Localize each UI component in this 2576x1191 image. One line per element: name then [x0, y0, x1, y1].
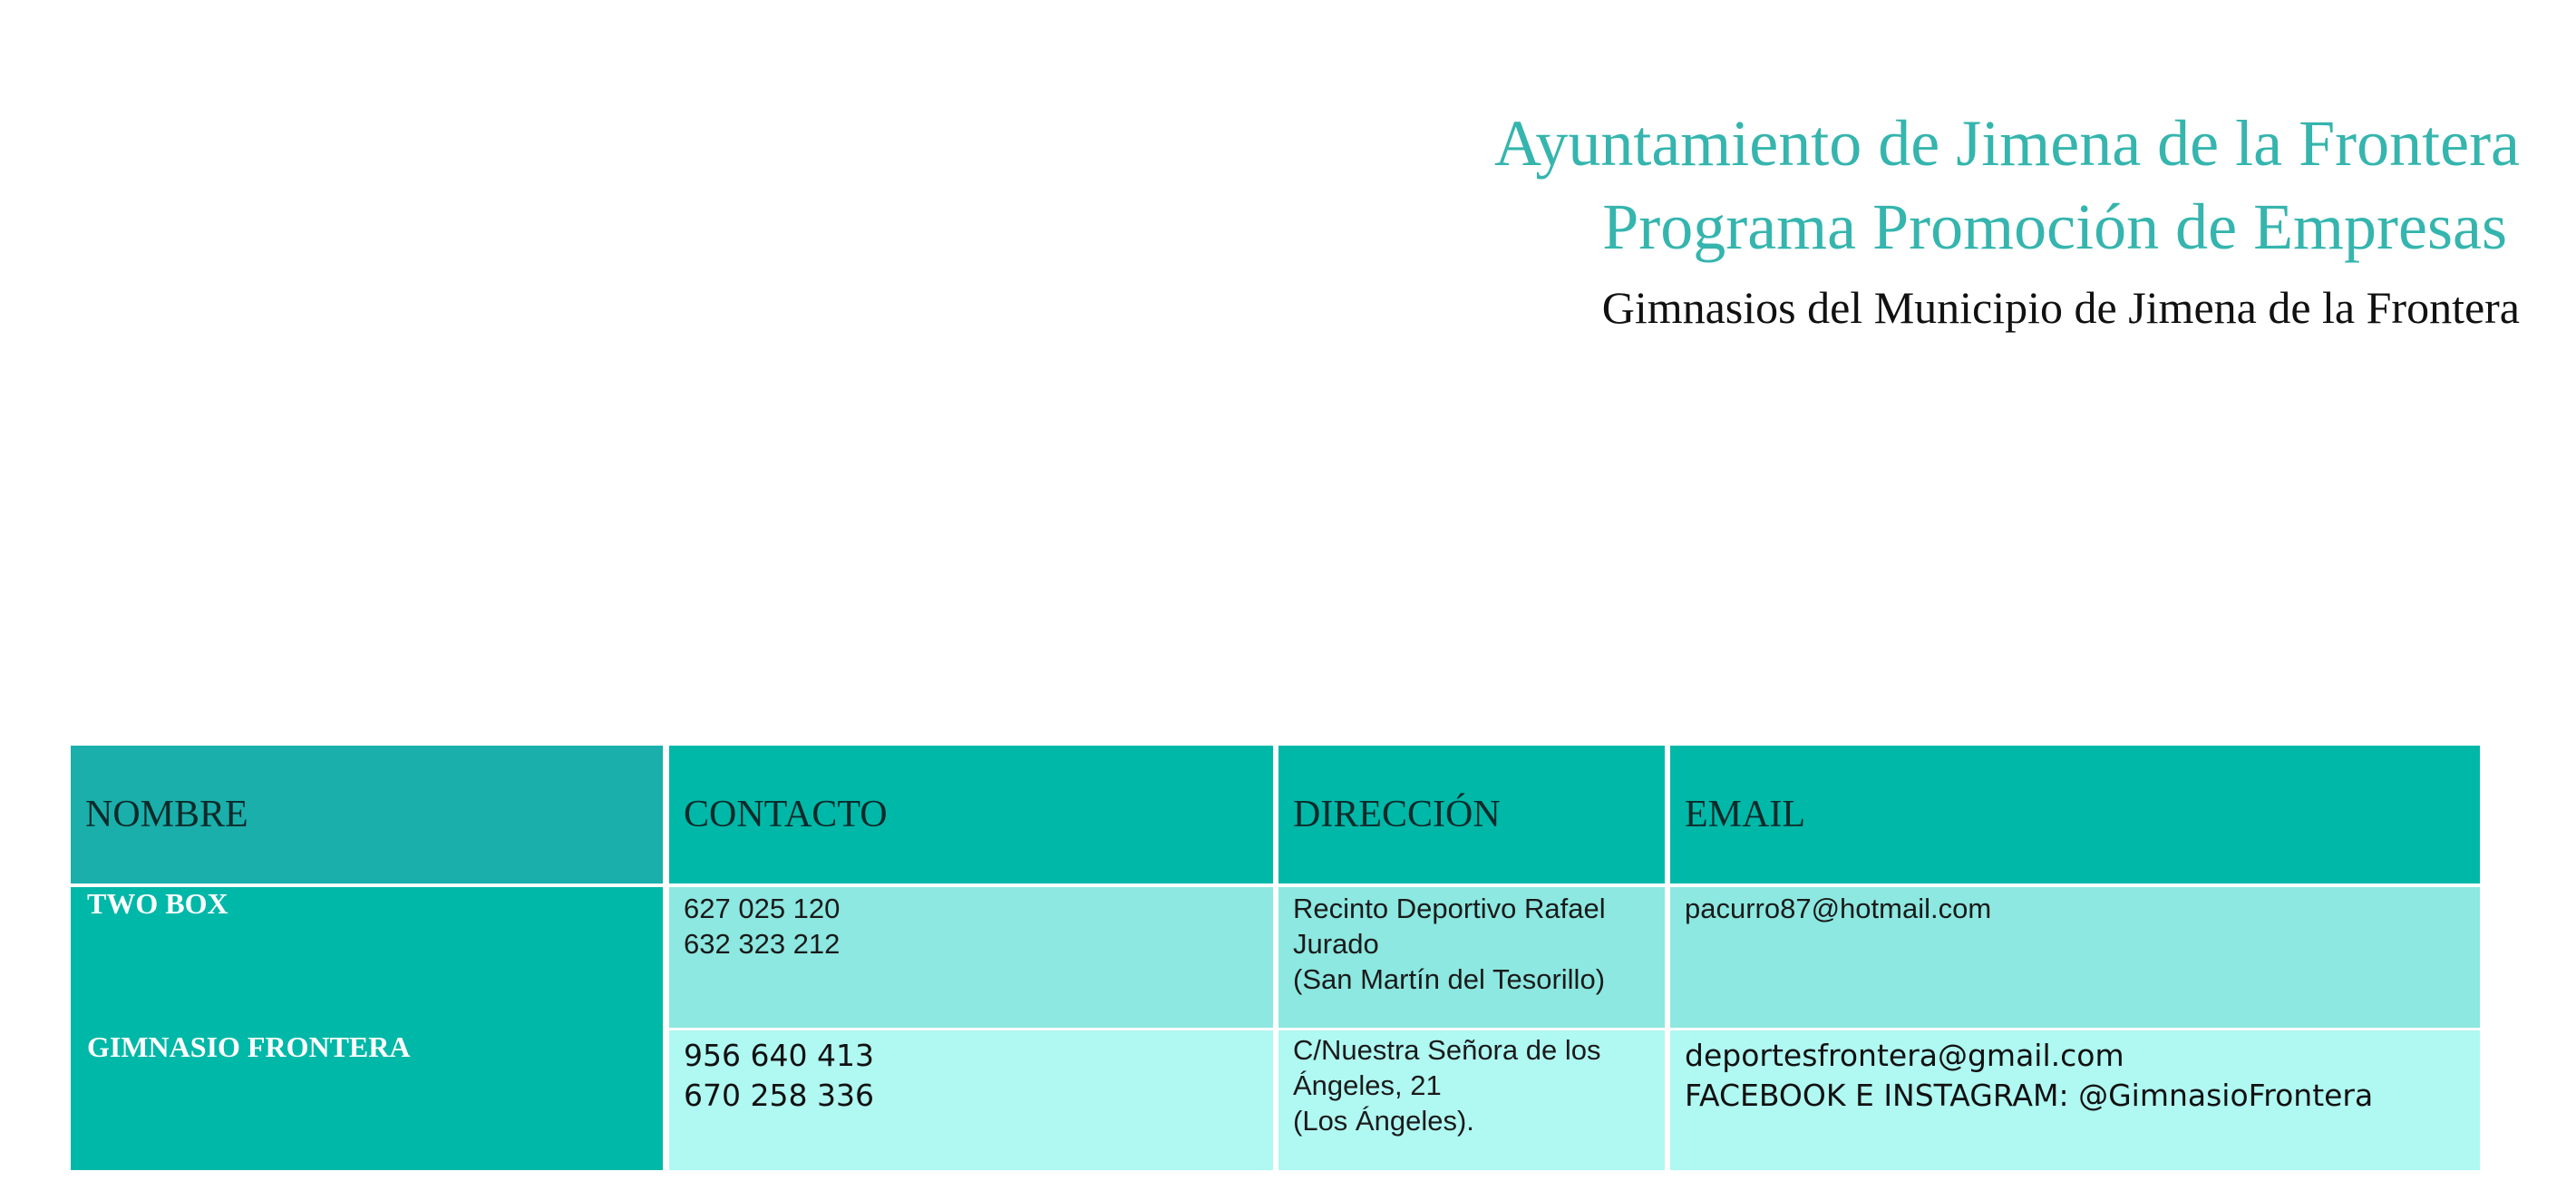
municipality-title: Ayuntamiento de Jimena de la Frontera: [1493, 107, 2520, 180]
column-header-direccion: DIRECCIÓN: [1278, 746, 1665, 883]
program-title: Programa Promoción de Empresas: [1602, 190, 2507, 263]
table-row-1-email: pacurro87@hotmail.com: [1670, 887, 2480, 1028]
document-subtitle: Gimnasios del Municipio de Jimena de la Frontera: [1601, 282, 2520, 333]
document-header: [1494, 102, 2520, 339]
gym-name-gimnasio-frontera: GIMNASIO FRONTERA: [87, 1030, 411, 1063]
gym-name-two-box: TWO BOX: [87, 887, 228, 920]
nombre-column: [71, 887, 663, 1170]
table-row-2-contacto: 956 640 413 670 258 336: [669, 1030, 1273, 1170]
column-header-nombre: NOMBRE: [71, 746, 663, 883]
table-row-2-direccion: C/Nuestra Señora de los Ángeles, 21 (Los Ángeles).: [1278, 1030, 1665, 1170]
column-header-email: EMAIL: [1670, 746, 2480, 883]
table-row-1-direccion: Recinto Deportivo Rafael Jurado (San Martín del Tesorillo): [1278, 887, 1665, 1028]
column-header-contacto: CONTACTO: [669, 746, 1273, 883]
table-row-2-email: deportesfrontera@gmail.com FACEBOOK E INSTAGRAM: @GimnasioFrontera: [1670, 1030, 2480, 1170]
table-row-1-contacto: 627 025 120 632 323 212: [669, 887, 1273, 1028]
